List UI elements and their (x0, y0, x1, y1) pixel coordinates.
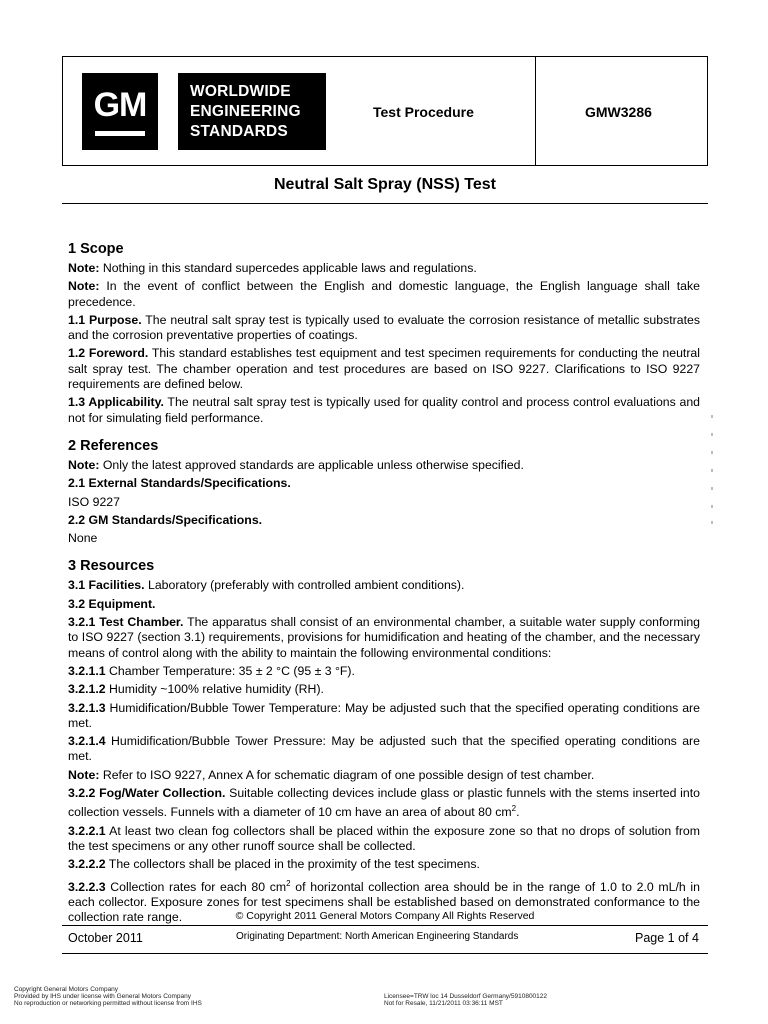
section-references (68, 437, 700, 546)
gm-logo-underline (95, 131, 145, 136)
footer-date: October 2011 (68, 931, 143, 945)
fineprint-left-line-3: No reproduction or networking permitted without license from IHS (14, 1000, 202, 1008)
section-resources (68, 557, 700, 925)
footer-rule (62, 925, 708, 926)
document-type: Test Procedure (373, 104, 474, 120)
resources-note: Note: Refer to ISO 9227, Annex A for schematic diagram of one possible design of test chamber. (68, 767, 595, 782)
fog-requirement-1: 3.2.2.1 At least two clean fog collectors shall be placed within the exposure zone so that no drops of solution from the test specimens or any other runoff source shall be collected. (68, 823, 700, 853)
gm-logo-text: GM (93, 86, 147, 124)
standards-line-1: WORLDWIDE (190, 83, 291, 100)
scope-purpose: 1.1 Purpose. The neutral salt spray test is typically used to evaluate the corrosion resistance of metallic substrates and the corrosion preventative properties of coatings. (68, 312, 700, 343)
document-title: Neutral Salt Spray (NSS) Test (274, 176, 496, 193)
copyright-notice: © Copyright 2011 General Motors Company All Rights Reserved (235, 910, 535, 922)
fineprint-right-line-1: Licensee=TRW loc 14 Dusseldorf Germany/5910800122 (384, 993, 548, 1000)
gm-standards-label: 2.2 GM Standards/Specifications. (68, 512, 263, 527)
margin-marks (711, 415, 715, 525)
document-code: GMW3286 (585, 104, 652, 120)
fineprint-left-line-1: Copyright General Motors Company (14, 986, 119, 993)
scope-note-1: Note: Nothing in this standard supercedes applicable laws and regulations. (68, 261, 477, 275)
worldwide-engineering-standards-logo (178, 73, 326, 150)
resources-test-chamber: 3.2.1 Test Chamber. The apparatus shall consist of an environmental chamber, a suitable water supply conforming to ISO 9227 (section 3.1) requirements, provisions for humidification and heating of the chamber, and the necessary means of control along with the ability to maintain the following environmental conditions: (68, 615, 701, 660)
chamber-condition-3: 3.2.1.3 Humidification/Bubble Tower Temperature: May be adjusted such that the specified operating conditions are met. (68, 700, 700, 730)
standards-line-3: STANDARDS (190, 123, 288, 140)
external-standards-label: 2.1 External Standards/Specifications. (68, 476, 291, 491)
section-heading-references: 2 References (68, 437, 159, 454)
section-heading-resources: 3 Resources (68, 558, 155, 575)
resources-fog-collection: 3.2.2 Fog/Water Collection. Suitable collecting devices include glass or plastic funnels with the stems inserted into collection vessels. Funnels with a diameter of 10 cm have an area of about 80 $cm^2$. (68, 786, 700, 820)
footer-page-number: Page 1 of 4 (635, 931, 699, 945)
fineprint-right (384, 993, 547, 1007)
fog-requirement-3: 3.2.2.3 Collection rates for each 80 $cm^2$ of horizontal collection area should be in the range of 1.0 to 2.0 mL/h in each collector. Exposure zones for test specimens shall be established based on demonstrated conformance to the collection rate range. (68, 878, 700, 925)
references-note: Note: Only the latest approved standards are applicable unless otherwise specified. (68, 457, 524, 472)
document-body (68, 240, 700, 937)
chamber-condition-1: 3.2.1.1 Chamber Temperature: 35 ± 2 °C (95 ± 3 °F). (68, 663, 355, 678)
fineprint-left-line-2: Provided by IHS under license with General Motors Company (14, 993, 192, 1001)
external-standards-value: ISO 9227 (68, 494, 120, 509)
scope-foreword: 1.2 Foreword. This standard establishes test equipment and test specimen requirements for conducting the neutral salt spray test. The chamber operation and test procedures are based on ISO 9227. Clarifications to ISO 9227 requirements are defined below. (68, 346, 701, 392)
fog-requirement-2: 3.2.2.2 The collectors shall be placed in the proximity of the test specimens. (68, 857, 480, 872)
fineprint-right-line-2: Not for Resale, 11/21/2011 03:36:11 MST (384, 1000, 503, 1008)
section-heading-scope: 1 Scope (68, 241, 124, 257)
section-scope (68, 240, 700, 426)
scope-applicability: 1.3 Applicability. The neutral salt spray test is typically used for quality control and process control evaluations and not for simulating field performance. (68, 395, 700, 425)
fineprint-left (14, 986, 202, 1008)
gm-standards-value: None (68, 531, 98, 546)
chamber-condition-2: 3.2.1.2 Humidity ~100% relative humidity (RH). (68, 682, 324, 697)
chamber-condition-4: 3.2.1.4 Humidification/Bubble Tower Pressure: May be adjusted such that the specified operating conditions are met. (68, 734, 700, 764)
resources-equipment: 3.2 Equipment. (68, 596, 156, 611)
footer-rule-bottom (62, 953, 708, 954)
footer-department: Originating Department: North American Engineering Standards (236, 931, 519, 942)
scope-note-2: Note: In the event of conflict between the English and domestic language, the English language shall take precedence. (68, 279, 700, 309)
standards-line-2: ENGINEERING (190, 103, 301, 120)
title-rule (62, 203, 708, 204)
document-header (62, 56, 708, 166)
resources-facilities: 3.1 Facilities. Laboratory (preferably with controlled ambient conditions). (68, 578, 465, 593)
gm-logo (82, 73, 158, 150)
header-divider (535, 57, 536, 165)
